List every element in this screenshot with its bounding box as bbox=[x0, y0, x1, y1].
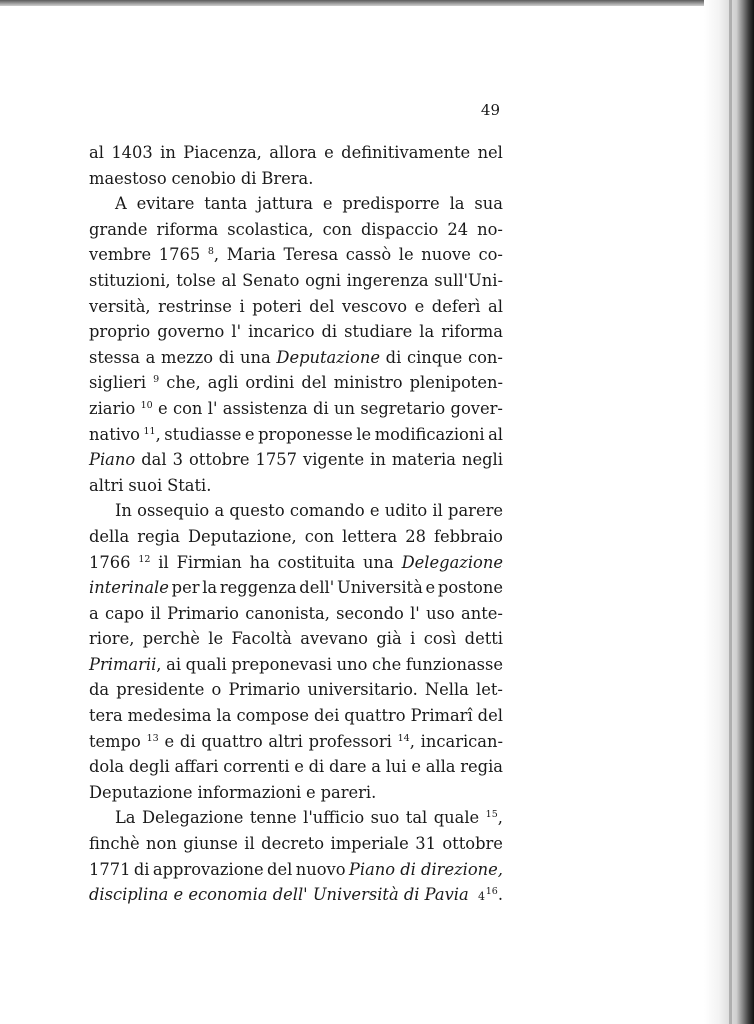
body-text bbox=[89, 140, 503, 908]
text-line: versità, restrinse i poteri del vescovo e deferì al bbox=[89, 296, 503, 316]
text-line: La Delegazione tenne l'ufficio suo tal quale $^{15}$, bbox=[115, 808, 503, 828]
text-line: Primarii, ai quali preponevasi uno che funzionasse bbox=[89, 654, 503, 674]
text-line: maestoso cenobio di Brera. bbox=[89, 168, 314, 188]
text-line: disciplina e economia dell' Università di Pavia $^{16}$. bbox=[89, 885, 503, 905]
text-line: vembre 1765 $^8$, Maria Teresa cassò le nuove co- bbox=[89, 245, 503, 265]
signature-mark: 4 bbox=[478, 890, 485, 903]
text-line: Piano dal 3 ottobre 1757 vigente in materia negli bbox=[89, 450, 503, 470]
text-line: 1766 $^{12}$ il Firmian ha costituita una Delegazione bbox=[89, 552, 503, 572]
text-line: al 1403 in Piacenza, allora e definitivamente nel bbox=[89, 143, 503, 162]
page-top-edge-shadow bbox=[0, 0, 754, 6]
text-line: tempo $^{13}$ e di quattro altri professori $^{14}$, incarican- bbox=[89, 731, 503, 751]
text-line: dola degli affari correnti e di dare a lui e alla regia bbox=[89, 757, 503, 777]
text-line: A evitare tanta jattura e predisporre la sua bbox=[115, 194, 503, 214]
text-line: altri suoi Stati. bbox=[89, 475, 212, 495]
text-line: 1771 di approvazione del nuovo Piano di direzione, bbox=[89, 859, 503, 879]
text-line: riore, perchè le Facoltà avevano già i così detti bbox=[89, 629, 503, 649]
text-line: Deputazione informazioni e pareri. bbox=[89, 782, 377, 802]
text-line: stessa a mezzo di una Deputazione di cinque con- bbox=[89, 347, 503, 367]
text-line: tera medesima la compose dei quattro Primarî del bbox=[89, 706, 503, 726]
text-line: In ossequio a questo comando e udito il parere bbox=[115, 501, 503, 521]
text-line: da presidente o Primario universitario. Nella let- bbox=[89, 680, 503, 700]
text-line: ziario $^{10}$ e con l' assistenza di un segretario gover- bbox=[89, 398, 503, 418]
text-line: finchè non giunse il decreto imperiale 31 ottobre bbox=[89, 834, 503, 854]
text-line: della regia Deputazione, con lettera 28 febbraio bbox=[89, 526, 503, 546]
text-line: siglieri $^9$ che, agli ordini del ministro plenipoten- bbox=[89, 373, 503, 393]
page-binding-line bbox=[729, 0, 732, 1024]
text-line: a capo il Primario canonista, secondo l' uso ante- bbox=[89, 603, 503, 623]
page-number: 49 bbox=[480, 101, 500, 119]
text-line: interinale per la reggenza dell' Università e postone bbox=[89, 578, 503, 598]
text-line: grande riforma scolastica, con dispaccio 24 no- bbox=[89, 219, 503, 239]
text-line: proprio governo l' incarico di studiare la riforma bbox=[89, 322, 503, 342]
text-line: stituzioni, tolse al Senato ogni ingerenza sull'Uni- bbox=[89, 270, 503, 290]
text-line: nativo $^{11}$, studiasse e proponesse le modificazioni al bbox=[89, 424, 503, 444]
